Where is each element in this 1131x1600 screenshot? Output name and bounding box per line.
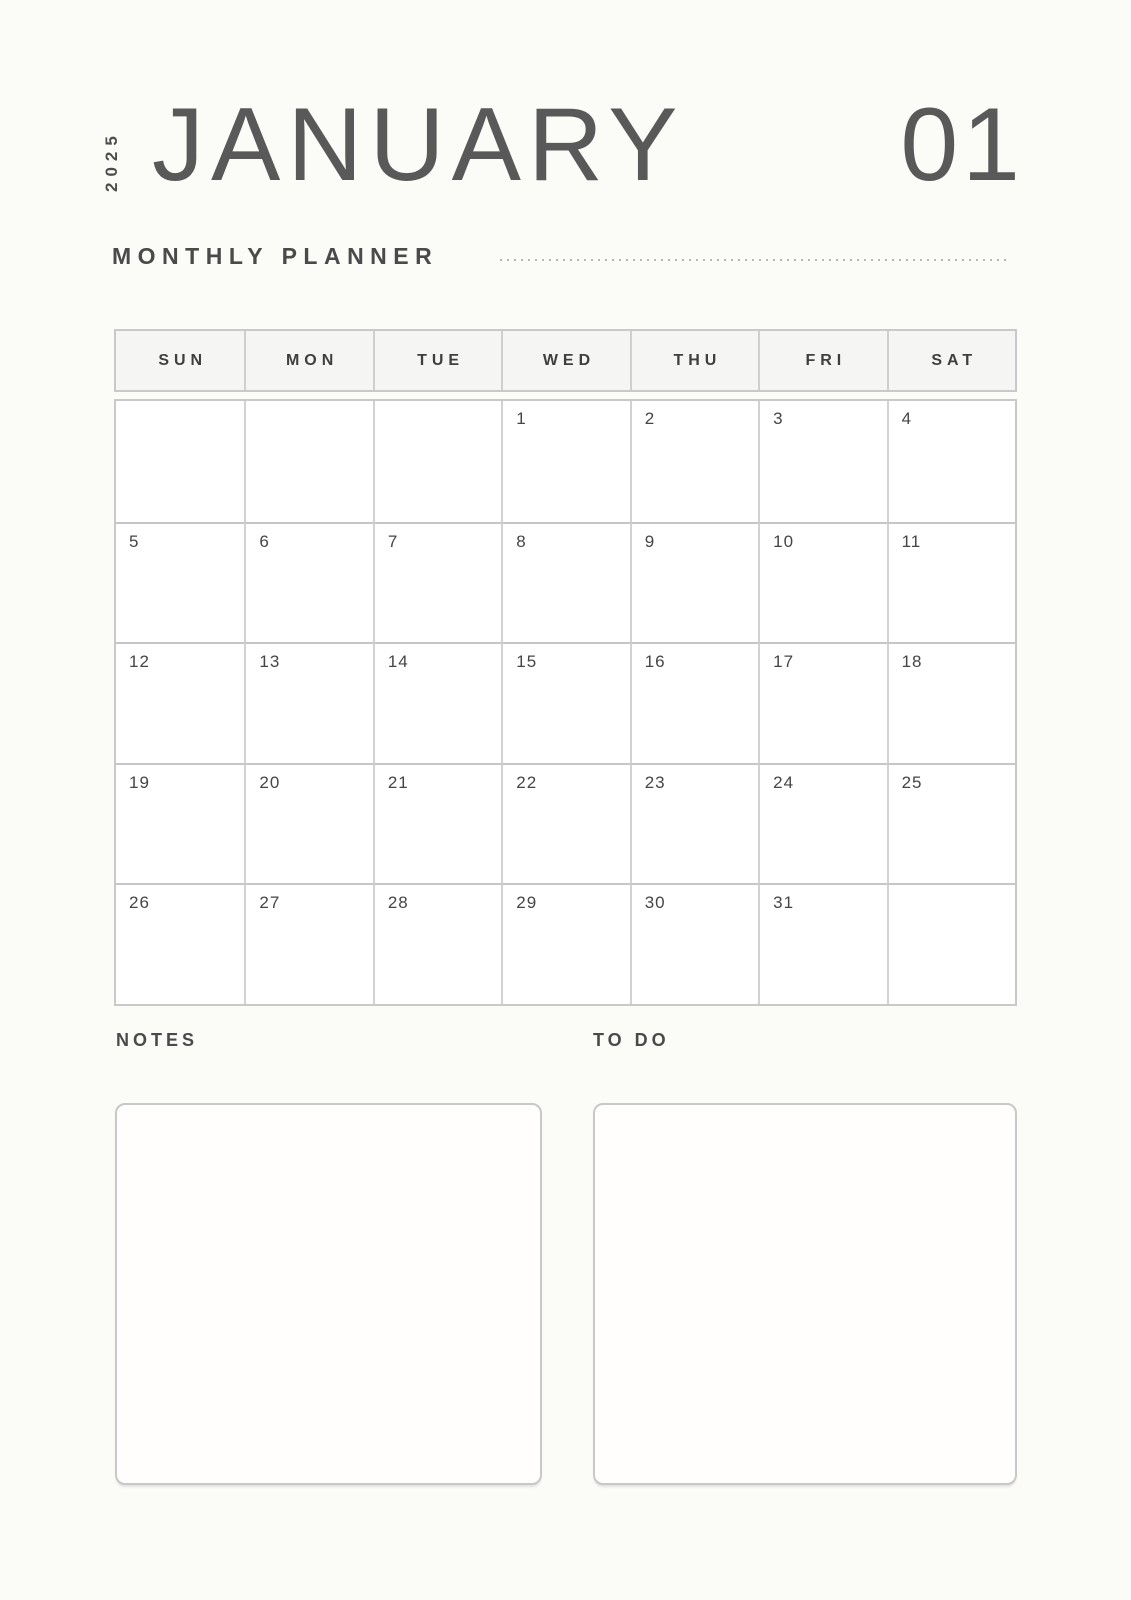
calendar-cell[interactable]	[244, 401, 372, 522]
calendar-cell[interactable]: 9	[630, 522, 758, 643]
calendar-cell[interactable]: 3	[758, 401, 886, 522]
calendar-cell[interactable]: 31	[758, 883, 886, 1004]
calendar-cell[interactable]	[116, 401, 244, 522]
calendar-cell[interactable]: 23	[630, 763, 758, 884]
calendar-cell[interactable]: 7	[373, 522, 501, 643]
day-header-sun: SUN	[158, 351, 208, 369]
calendar-cell[interactable]: 18	[887, 642, 1015, 763]
calendar-cell[interactable]: 27	[244, 883, 372, 1004]
todo-label: TO DO	[593, 1030, 670, 1050]
calendar-cell[interactable]: 15	[501, 642, 629, 763]
calendar-cell[interactable]: 30	[630, 883, 758, 1004]
calendar-cell[interactable]: 14	[373, 642, 501, 763]
calendar-cell[interactable]	[373, 401, 501, 522]
notes-box[interactable]	[115, 1103, 542, 1485]
calendar-cell[interactable]: 28	[373, 883, 501, 1004]
month-title: JANUARY	[152, 87, 685, 203]
day-header-thu: THU	[630, 331, 758, 390]
calendar-cell[interactable]: 4	[887, 401, 1015, 522]
month-number: 01	[900, 87, 1024, 203]
notes-label: NOTES	[116, 1030, 199, 1050]
year-label: 2025	[102, 130, 121, 192]
calendar-cell[interactable]: 17	[758, 642, 886, 763]
day-header-mon: MON	[244, 331, 372, 390]
day-header-wed: WED	[501, 331, 629, 390]
dotted-divider	[500, 259, 1011, 261]
calendar-grid	[114, 399, 1017, 1006]
calendar-cell[interactable]: 11	[887, 522, 1015, 643]
calendar-cell[interactable]: 19	[116, 763, 244, 884]
calendar-cell[interactable]	[887, 883, 1015, 1004]
calendar-cell[interactable]: 21	[373, 763, 501, 884]
calendar-cell[interactable]: 13	[244, 642, 372, 763]
calendar-cell[interactable]: 25	[887, 763, 1015, 884]
calendar-cell[interactable]: 10	[758, 522, 886, 643]
calendar-cell[interactable]: 29	[501, 883, 629, 1004]
calendar-cell[interactable]: 26	[116, 883, 244, 1004]
calendar-cell[interactable]: 16	[630, 642, 758, 763]
calendar-cell[interactable]: 5	[116, 522, 244, 643]
calendar-cell[interactable]: 6	[244, 522, 372, 643]
todo-box[interactable]	[593, 1103, 1017, 1485]
planner-type-label: MONTHLY PLANNER	[112, 243, 439, 269]
day-header-sat: SAT	[887, 331, 1015, 390]
calendar-cell[interactable]: 2	[630, 401, 758, 522]
calendar-cell[interactable]: 24	[758, 763, 886, 884]
day-header-tue: TUE	[373, 331, 501, 390]
calendar-day-header-row	[114, 329, 1017, 392]
calendar-cell[interactable]: 1	[501, 401, 629, 522]
calendar-cell[interactable]: 12	[116, 642, 244, 763]
calendar-cell[interactable]: 8	[501, 522, 629, 643]
calendar-cell[interactable]: 20	[244, 763, 372, 884]
day-header-fri: FRI	[758, 331, 886, 390]
calendar-cell[interactable]: 22	[501, 763, 629, 884]
